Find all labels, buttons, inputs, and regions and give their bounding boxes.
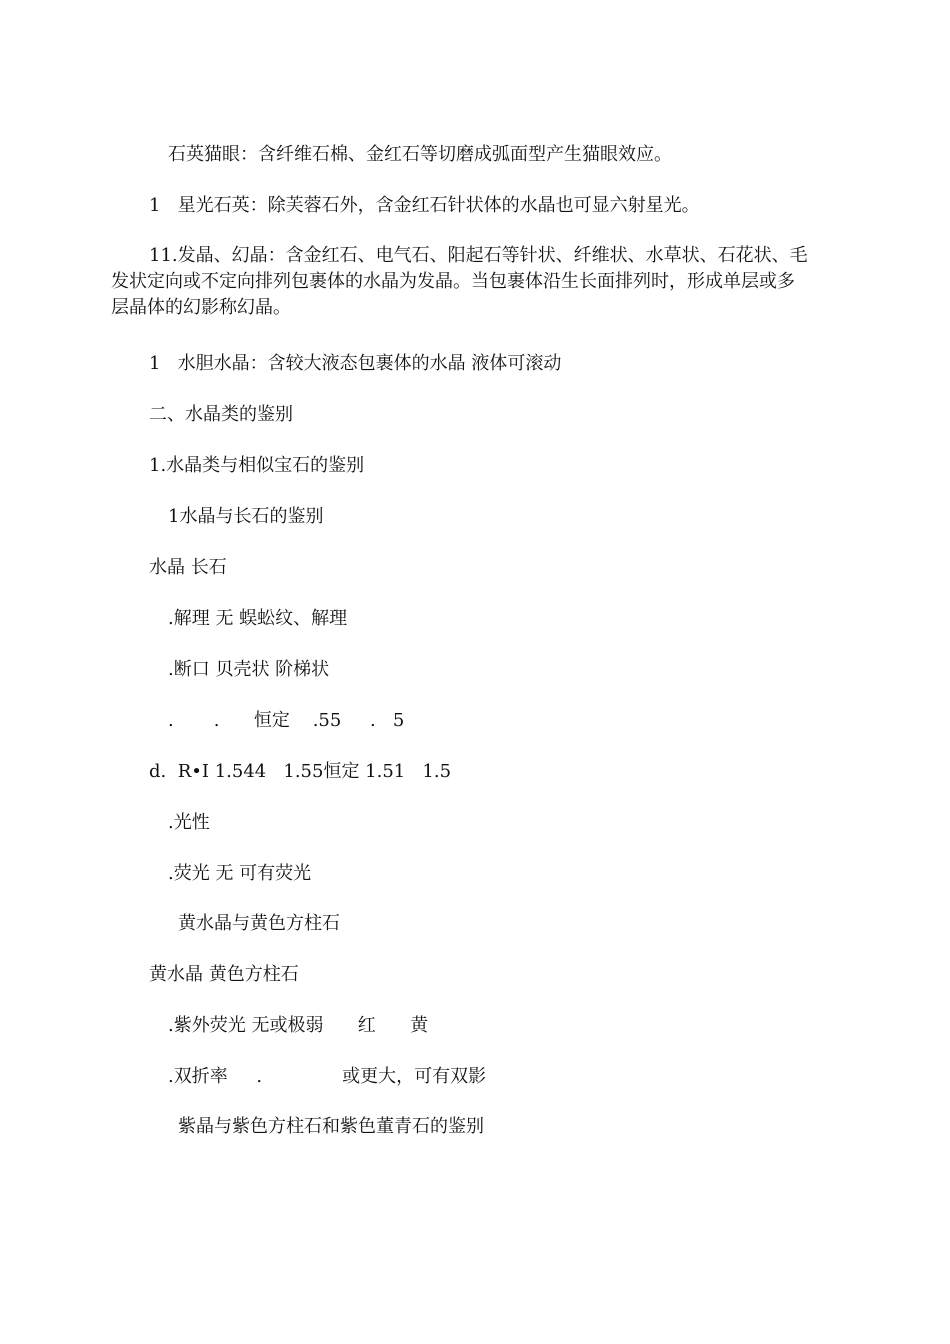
comparison-row-partial: . . 恒定 .55 . 5	[168, 710, 405, 731]
subheading-similar-gems: 1.水晶类与相似宝石的鉴别	[149, 455, 365, 476]
text-line-water-crystal: 1 水胆水晶：含较大液态包裹体的水晶 液体可滚动	[149, 353, 562, 374]
subheading-amethyst-identification: 紫晶与紫色方柱石和紫色董青石的鉴别	[178, 1116, 484, 1137]
comparison-row-fracture: .断口 贝壳状 阶梯状	[168, 659, 330, 680]
text-line-star-quartz: 1 星光石英：除芙蓉石外，含金红石针状体的水晶也可显六射星光。	[149, 195, 700, 216]
comparison-row-uv-fluorescence: .紫外荧光 无或极弱 红 黄	[168, 1015, 429, 1036]
comparison-row-cleavage: .解理 无 蜈蚣纹、解理	[168, 608, 348, 629]
section-heading-identification: 二、水晶类的鉴别	[149, 404, 293, 425]
text-line-cat-eye-quartz: 石英猫眼：含纤维石棉、金红石等切磨成弧面型产生猫眼效应。	[168, 144, 672, 165]
comparison-row-refractive-index: d. R•I 1.544 1.55恒定 1.51 1.5	[149, 761, 452, 782]
comparison-row-fluorescence: .荧光 无 可有荧光	[168, 863, 312, 884]
comparison-row-birefringence: .双折率 . 或更大，可有双影	[168, 1066, 487, 1087]
comparison-header-citrine-scapolite: 黄水晶 黄色方柱石	[149, 964, 299, 985]
paragraph-hair-phantom-crystal	[111, 243, 841, 321]
comparison-row-optic-character: .光性	[168, 812, 210, 833]
paragraph-line-3: 层晶体的幻影称幻晶。	[111, 297, 291, 318]
paragraph-line-1: 11.发晶、幻晶：含金红石、电气石、阳起石等针状、纤维状、水草状、石花状、毛	[149, 245, 808, 266]
paragraph-line-2: 发状定向或不定向排列包裹体的水晶为发晶。当包裹体沿生长面排列时，形成单层或多	[111, 271, 795, 292]
comparison-header-quartz-feldspar: 水晶 长石	[149, 557, 227, 578]
subheading-citrine-scapolite: 黄水晶与黄色方柱石	[178, 913, 340, 934]
subheading-quartz-feldspar: 1水晶与长石的鉴别	[168, 506, 324, 527]
